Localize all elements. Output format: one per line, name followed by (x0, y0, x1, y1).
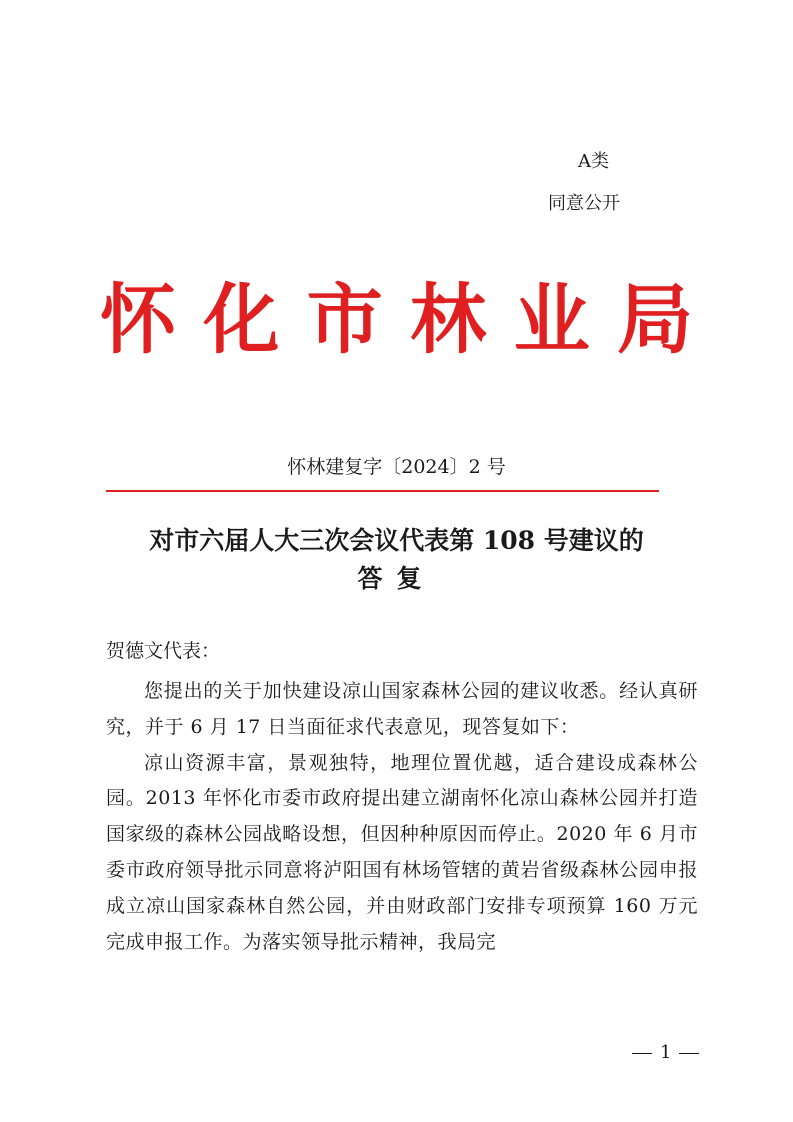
org-header-char: 市 (306, 275, 383, 364)
document-title (60, 522, 733, 598)
body-paragraph: 凉山资源丰富，景观独特，地理位置优越，适合建设成森林公园。2013 年怀化市委市政府提出建立湖南怀化凉山森林公园并打造国家级的森林公园战略设想，但因种种原因而停止。2020 年 6 月市委市政府领导批示同意将泸阳国有林场管辖的黄岩省级森林公园申报成立凉山国家森林自然公园，并由财政部门安排专项预算 160 万元完成申报工作。为落实领导批示精神，我局完 (106, 751, 698, 953)
red-divider-line (106, 490, 659, 492)
organization-header (100, 272, 693, 368)
body-paragraph: 您提出的关于加快建设凉山国家森林公园的建议收悉。经认真研究，并于 6 月 17 日当面征求代表意见，现答复如下： (106, 680, 698, 738)
page-dash-left (632, 1053, 652, 1054)
org-header-char: 业 (513, 275, 590, 364)
salutation: 贺德文代表： (106, 640, 221, 662)
document-number: 怀林建复字〔2024〕2 号 (287, 456, 506, 478)
org-header-char: 局 (616, 275, 693, 364)
org-header-char: 怀 (100, 275, 176, 364)
page-dash-right (679, 1053, 699, 1054)
classification-label: A类 (578, 151, 609, 172)
org-header-char: 化 (203, 275, 280, 364)
title-line-1: 对市六届人大三次会议代表第 108 号建议的 (149, 526, 644, 555)
page-number-value: 1 (660, 1042, 672, 1063)
disclosure-label: 同意公开 (548, 193, 620, 214)
page-number (632, 1041, 699, 1065)
title-line-2: 答复 (357, 564, 436, 593)
body-text (106, 674, 698, 960)
org-header-char: 林 (410, 275, 487, 364)
